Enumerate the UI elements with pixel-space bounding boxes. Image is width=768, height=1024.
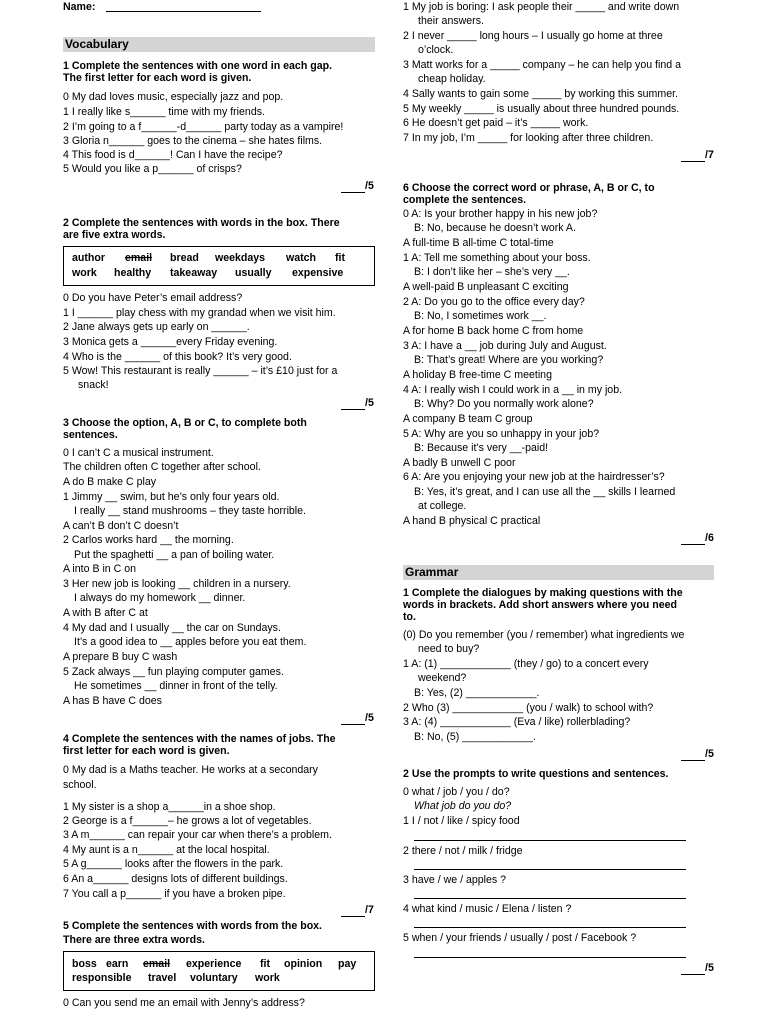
ex6-options: A for home B back home C from home — [403, 325, 584, 337]
grammar-heading: Grammar — [403, 565, 714, 580]
ex3-item: 5 Zack always __ fun playing computer games. — [63, 666, 284, 678]
ex3-item: I really __ stand mushrooms – they taste horrible. — [74, 505, 306, 517]
g1-item: 1 A: (1) ____________ (they / go) to a concert every — [403, 658, 649, 670]
ex1-item: 2 I’m going to a f______-d______ party today as a vampire! — [63, 121, 344, 133]
ex2-title-line2: are five extra words. — [63, 229, 166, 241]
box-word: experience — [186, 958, 242, 970]
ex3-item: 1 Jimmy __ swim, but he’s only four years old. — [63, 491, 280, 503]
ex5-score: /7 — [681, 149, 714, 162]
ex2-item: 5 Wow! This restaurant is really ______ – it’s £10 just for a — [63, 365, 338, 377]
ex4-item: 5 A g______ looks after the flowers in the park. — [63, 858, 284, 870]
ex3-options: A into B in C on — [63, 563, 137, 575]
g1-item-cont: need to buy? — [418, 643, 480, 655]
box-word: voluntary — [190, 972, 238, 984]
ex3-item: 2 Carlos works hard __ the morning. — [63, 534, 234, 546]
ex2-item: 4 Who is the ______ of this book? It’s very good. — [63, 351, 292, 363]
g2-prompt: 5 when / your friends / usually / post / Facebook ? — [403, 932, 637, 944]
ex3-options: A prepare B buy C wash — [63, 651, 178, 663]
ex5-item: 2 I never _____ long hours – I usually go home at three — [403, 30, 663, 42]
ex4-item: 4 My aunt is a n______ at the local hospital. — [63, 844, 270, 856]
ex6-item: B: Yes, it’s great, and I can use all the __ skills I learned — [414, 486, 676, 498]
ex3-options: A can’t B don’t C doesn’t — [63, 520, 179, 532]
ex5-title-line2: There are three extra words. — [63, 934, 205, 946]
ex2-item: 1 I ______ play chess with my grandad when we visit him. — [63, 307, 336, 319]
g1-item: 2 Who (3) ____________ (you / walk) to school with? — [403, 702, 654, 714]
ex5-item: 3 Matt works for a _____ company – he can help you find a — [403, 59, 681, 71]
ex1-item: 3 Gloria n______ goes to the cinema – she hates films. — [63, 135, 323, 147]
ex5-item: 6 He doesn’t get paid – it’s _____ work. — [403, 117, 589, 129]
g2-prompt: 0 what / job / you / do? — [403, 786, 510, 798]
ex2-title-line1: 2 Complete the sentences with words in the box. There — [63, 217, 340, 229]
g1-item: B: Yes, (2) ____________. — [414, 687, 540, 699]
ex4-score: /7 — [341, 904, 374, 917]
box-word: fit — [260, 958, 270, 970]
g1-title-line2: words in brackets. Add short answers where you need — [403, 599, 677, 611]
ex6-item: 0 A: Is your brother happy in his new job? — [403, 208, 598, 220]
box-word: author — [72, 252, 105, 264]
ex4-item: 1 My sister is a shop a______in a shoe shop. — [63, 801, 276, 813]
ex2-word-box — [63, 246, 375, 286]
g2-answer-line[interactable] — [414, 840, 686, 841]
g2-prompt: 3 have / we / apples ? — [403, 874, 507, 886]
ex4-item: 6 An a______ designs lots of different buildings. — [63, 873, 288, 885]
ex1-item: 5 Would you like a p______ of crisps? — [63, 163, 242, 175]
ex5-item: 7 In my job, I’m _____ for looking after three children. — [403, 132, 654, 144]
box-word: work — [255, 972, 280, 984]
g1-title-line1: 1 Complete the dialogues by making questions with the — [403, 587, 683, 599]
ex4-item-cont: school. — [63, 779, 97, 791]
g2-answer-line[interactable] — [414, 869, 686, 870]
g2-example-answer: What job do you do? — [414, 800, 512, 812]
box-word: takeaway — [170, 267, 218, 279]
box-word: usually — [235, 267, 272, 279]
ex5-title-line1: 5 Complete the sentences with words from the box. — [63, 920, 323, 932]
ex6-options: A full-time B all-time C total-time — [403, 237, 554, 249]
ex3-item: 0 I can’t C a musical instrument. — [63, 447, 214, 459]
ex5-item-cont: cheap holiday. — [418, 73, 486, 85]
ex4-item: 2 George is a f______– he grows a lot of vegetables. — [63, 815, 312, 827]
ex6-item: 2 A: Do you go to the office every day? — [403, 296, 585, 308]
ex5-item: 4 Sally wants to gain some _____ by working this summer. — [403, 88, 678, 100]
box-word: pay — [338, 958, 357, 970]
ex2-score: /5 — [341, 397, 374, 410]
ex6-options: A hand B physical C practical — [403, 515, 541, 527]
ex1-item: 1 I really like s______ time with my friends. — [63, 106, 265, 118]
ex3-item: Put the spaghetti __ a pan of boiling water. — [74, 549, 275, 561]
name-label: Name: — [63, 1, 96, 13]
ex6-item: 6 A: Are you enjoying your new job at the hairdresser’s? — [403, 471, 665, 483]
ex3-title-line1: 3 Choose the option, A, B or C, to complete both — [63, 417, 307, 429]
box-word: bread — [170, 252, 199, 264]
ex6-options: A well-paid B unpleasant C exciting — [403, 281, 569, 293]
box-word-crossed: email — [125, 252, 153, 264]
ex6-item-cont: at college. — [418, 500, 467, 512]
g2-score: /5 — [681, 962, 714, 975]
ex3-options: A do B make C play — [63, 476, 157, 488]
ex2-item: 3 Monica gets a ______every Friday evening. — [63, 336, 278, 348]
ex6-item: B: No, because he doesn’t work A. — [414, 222, 576, 234]
g1-title-line3: to. — [403, 611, 416, 623]
box-word: watch — [286, 252, 317, 264]
ex6-item: 1 A: Tell me something about your boss. — [403, 252, 591, 264]
ex2-item: 2 Jane always gets up early on ______. — [63, 321, 250, 333]
ex4-title-line2: first letter for each word is given. — [63, 745, 230, 757]
ex6-item: B: I don’t like her – she’s very __. — [414, 266, 570, 278]
box-word: expensive — [292, 267, 344, 279]
ex3-item: I always do my homework __ dinner. — [74, 592, 246, 604]
ex3-score: /5 — [341, 712, 374, 725]
ex4-item: 3 A m______ can repair your car when there’s a problem. — [63, 829, 332, 841]
ex3-item: 4 My dad and I usually __ the car on Sundays. — [63, 622, 281, 634]
ex5-item-cont: o’clock. — [418, 44, 454, 56]
box-word: travel — [148, 972, 177, 984]
g2-answer-line[interactable] — [414, 927, 686, 928]
ex3-title-line2: sentences. — [63, 429, 118, 441]
g2-title: 2 Use the prompts to write questions and sentences. — [403, 768, 669, 780]
ex3-item: It’s a good idea to __ apples before you eat them. — [74, 636, 307, 648]
g1-item: (0) Do you remember (you / remember) what ingredients we — [403, 629, 685, 641]
ex4-item: 7 You call a p______ if you have a broken pipe. — [63, 888, 286, 900]
ex6-options: A holiday B free-time C meeting — [403, 369, 552, 381]
ex3-item: He sometimes __ dinner in front of the telly. — [74, 680, 278, 692]
ex6-item: 5 A: Why are you so unhappy in your job? — [403, 428, 600, 440]
g2-prompt: 1 I / not / like / spicy food — [403, 815, 520, 827]
g1-item: B: No, (5) ____________. — [414, 731, 536, 743]
g2-answer-line[interactable] — [414, 957, 686, 958]
box-word: fit — [335, 252, 345, 264]
g1-item: 3 A: (4) ____________ (Eva / like) rollerblading? — [403, 716, 631, 728]
ex6-item: B: That’s great! Where are you working? — [414, 354, 604, 366]
box-word-crossed: email — [143, 958, 171, 970]
ex6-title-line1: 6 Choose the correct word or phrase, A, B or C, to — [403, 182, 655, 194]
ex5-word-box — [63, 951, 375, 991]
g1-item-cont: weekend? — [418, 672, 467, 684]
ex6-options: A company B team C group — [403, 413, 533, 425]
g2-answer-line[interactable] — [414, 898, 686, 899]
ex6-item: B: Why? Do you normally work alone? — [414, 398, 594, 410]
g2-prompt: 4 what kind / music / Elena / listen ? — [403, 903, 572, 915]
box-word: responsible — [72, 972, 132, 984]
ex1-item: 0 My dad loves music, especially jazz and pop. — [63, 91, 284, 103]
ex6-item: 4 A: I really wish I could work in a __ in my job. — [403, 384, 623, 396]
box-word: weekdays — [215, 252, 266, 264]
ex4-item: 0 My dad is a Maths teacher. He works at a secondary — [63, 764, 318, 776]
ex5-item: 0 Can you send me an email with Jenny’s address? — [63, 997, 305, 1009]
ex6-item: 3 A: I have a __ job during July and August. — [403, 340, 607, 352]
ex1-item: 4 This food is d______! Can I have the recipe? — [63, 149, 283, 161]
ex5-item: 5 My weekly _____ is usually about three hundred pounds. — [403, 103, 680, 115]
ex3-item: The children often C together after school. — [63, 461, 261, 473]
ex4-title-line1: 4 Complete the sentences with the names of jobs. The — [63, 733, 336, 745]
ex6-item: B: No, I sometimes work __. — [414, 310, 547, 322]
ex1-title-line1: 1 Complete the sentences with one word in each gap. — [63, 60, 333, 72]
box-word: earn — [106, 958, 129, 970]
ex3-options: A with B after C at — [63, 607, 148, 619]
ex2-item: 0 Do you have Peter’s email address? — [63, 292, 243, 304]
ex6-title-line2: complete the sentences. — [403, 194, 527, 206]
box-word: healthy — [114, 267, 152, 279]
ex6-score: /6 — [681, 532, 714, 545]
box-word: opinion — [284, 958, 323, 970]
ex1-score: /5 — [341, 180, 374, 193]
g1-score: /5 — [681, 748, 714, 761]
ex5-item-cont: their answers. — [418, 15, 484, 27]
ex2-item-cont: snack! — [78, 379, 109, 391]
g2-prompt: 2 there / not / milk / fridge — [403, 845, 523, 857]
ex3-options: A has B have C does — [63, 695, 162, 707]
name-field[interactable] — [106, 11, 261, 12]
box-word: boss — [72, 958, 97, 970]
ex5-item: 1 My job is boring: I ask people their _____ and write down — [403, 1, 680, 13]
ex6-options: A badly B unwell C poor — [403, 457, 516, 469]
ex6-item: B: Because it’s very __-paid! — [414, 442, 549, 454]
ex1-title-line2: The first letter for each word is given. — [63, 72, 252, 84]
box-word: work — [72, 267, 97, 279]
vocabulary-heading: Vocabulary — [63, 37, 375, 52]
ex3-item: 3 Her new job is looking __ children in a nursery. — [63, 578, 291, 590]
